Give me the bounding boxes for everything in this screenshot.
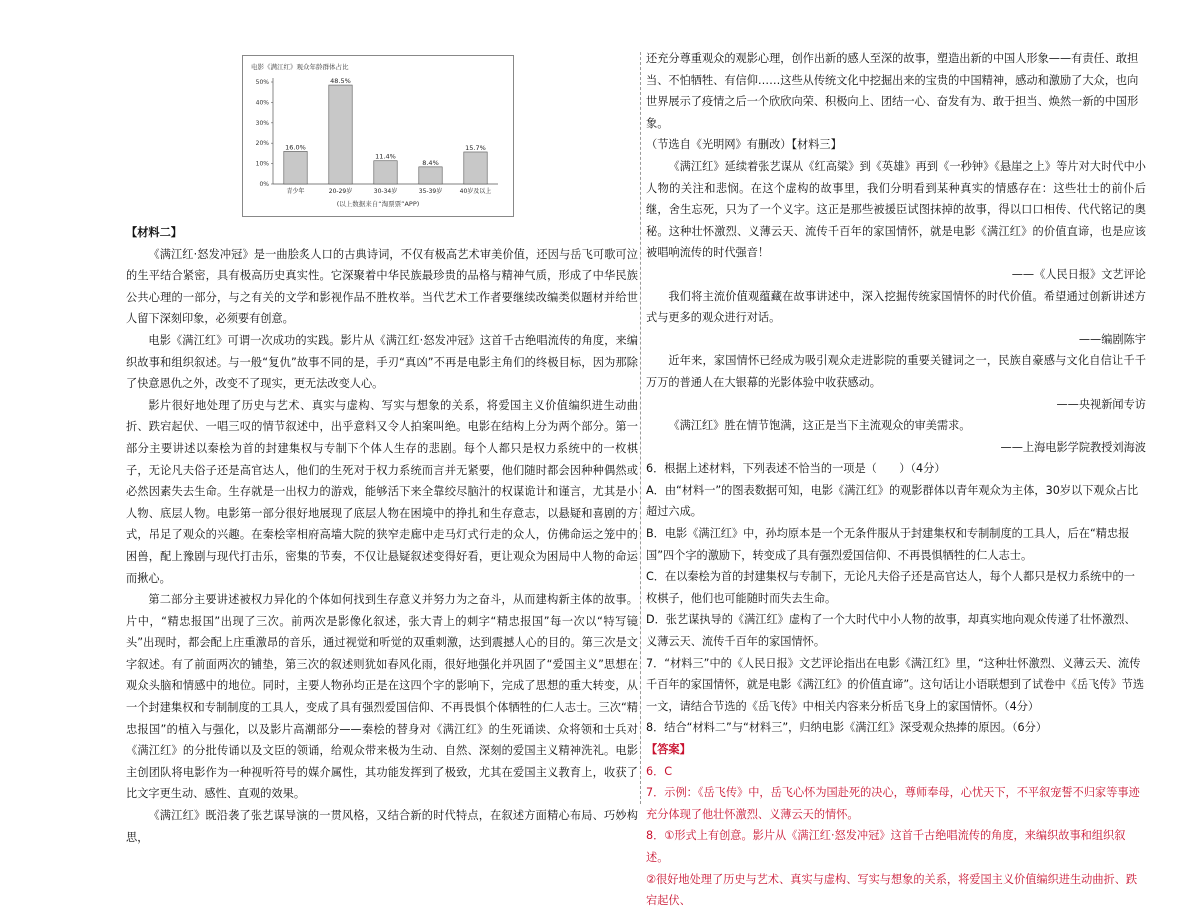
source-line: （节选自《光明网》有删改）【材料三】 — [646, 138, 842, 152]
chart-title: 电影《满江红》观众年龄群体占比 — [251, 63, 349, 71]
y-tick-label: 0% — [259, 181, 269, 188]
material3-attribution-1: ——《人民日报》文艺评论 — [1011, 267, 1146, 281]
left-column — [126, 222, 638, 848]
x-tick-label: 35-39岁 — [418, 188, 443, 195]
chart-source-note: (以上数据来自“淘票票”APP) — [336, 200, 420, 208]
question-8: 8．结合“材料二”与“材料三”，归纳电影《满江红》深受观众热捧的原因。（6分） — [646, 721, 1048, 735]
left-paragraph-2: 电影《满江红》可谓一次成功的实践。影片从《满江红·怒发冲冠》这首千古绝唱流传的角度，来编织故事和组织叙述。与一般“复仇”故事不同的是，手刃“真凶”不再是电影主角们的终极目标，因为那除了快意恩仇之外，改变不了现实，更无法改变人心。 — [126, 333, 638, 391]
material2-title: 【材料二】 — [126, 226, 182, 239]
bar-chart-svg — [243, 56, 513, 216]
left-paragraph-1: 《满江红·怒发冲冠》是一曲脍炙人口的古典诗词，不仅有极高艺术审美价值，还因与岳飞可歌可泣的生平结合紧密，具有极高历史真实性。它深聚着中华民族最珍贵的品格与精神气质，形成了中华民族公共心理的一部分，与之有关的文学和影视作品不胜枚举。当代艺术工作者要继续改编类似题材并给世人留下深刻印象，必须要有创意。 — [126, 247, 638, 326]
question-6-option-b: B．电影《满江红》中，孙均原本是一个无条件服从于封建集权和专制制度的工具人，后在“精忠报国”四个字的激励下，转变成了具有强烈爱国信仰、不再畏惧牺牲的仁人志士。 — [646, 527, 1130, 562]
right-column — [646, 48, 1146, 912]
material3-attribution-2: ——编剧陈宇 — [1078, 332, 1146, 346]
question-6: 6．根据上述材料，下列表述不恰当的一项是（ ）（4分） — [646, 462, 946, 476]
bar — [329, 85, 352, 184]
x-tick-label: 40岁及以上 — [459, 188, 492, 195]
answer-8-part-1: 8．①形式上有创意。影片从《满江红·怒发冲冠》这首千古绝唱流传的角度，来编织故事和组织叙述。 — [646, 829, 1126, 864]
left-paragraph-3: 影片很好地处理了历史与艺术、真实与虚构、写实与想象的关系，将爱国主义价值编织进生动曲折、跌宕起伏、一唱三叹的情节叙述中，出乎意料又令人拍案叫绝。电影在结构上分为两个部分。第一部分主要讲述以秦桧为首的封建集权与专制下个体人生存的悲剧。每个人都只是权力系统中的一枚棋子，无论凡夫俗子还是高官达人，他们的生死对于权力系统而言并无紧要，他们随时都会因种种偶然或必然因素失去生命。生存就是一出权力的游戏，能够活下来全靠绞尽脑汁的权谋诡计和谨言，尤其是小人物、底层人物。电影第一部分很好地展现了底层人物在困境中的挣扎和生存意志，以悬疑和喜剧的方式，吊足了观众的兴趣。在秦桧宰相府高墙大院的狭窄走廊中走马灯式行走的众人，仿佛命运之笼中的困兽，配上豫剧与现代打击乐，密集的节奏，不仅让悬疑叙述变得好看，更让观众为困局中人物的命运而揪心。 — [126, 398, 638, 585]
bar-value-label: 16.0% — [285, 143, 306, 152]
y-tick-label: 50% — [255, 79, 269, 86]
question-7: 7．“材料三”中的《人民日报》文艺评论指出在电影《满江红》里，“这种壮怀激烈、义薄云天、流传千百年的家国情怀，就是电影《满江红》的价值直谛”。这句话让小语联想到了试卷中《岳飞传》节选一文，请结合节选的《岳飞传》中相关内容来分析岳飞身上的家国情怀。（4分） — [646, 656, 1145, 713]
material3-attribution-4: ——上海电影学院教授刘海波 — [1000, 440, 1146, 454]
answer-label: 【答案】 — [646, 743, 691, 756]
y-tick-label: 30% — [255, 119, 269, 127]
bar-value-label: 48.5% — [330, 77, 351, 86]
x-tick-label: 青少年 — [286, 188, 305, 195]
bar-value-label: 8.4% — [422, 158, 439, 167]
answer-8-part-2: ②很好地处理了历史与艺术、真实与虚构、写实与想象的关系，将爱国主义价值编织进生动曲折、跌宕起伏、 — [646, 872, 1138, 908]
left-paragraph-5: 《满江红》既沿袭了张艺谋导演的一贯风格，又结合新的时代特点，在叙述方面精心布局、巧妙构思， — [126, 809, 638, 844]
column-divider — [640, 52, 641, 804]
x-tick-label: 20-29岁 — [328, 188, 353, 195]
bar-value-label: 15.7% — [465, 143, 486, 152]
bar-value-label: 11.4% — [375, 152, 396, 161]
age-group-chart — [242, 55, 514, 217]
material3-attribution-3: ——央视新闻专访 — [1056, 397, 1146, 411]
material3-paragraph-3: 近年来，家国情怀已经成为吸引观众走进影院的重要关键词之一，民族自豪感与文化自信让千千万万的普通人在大银幕的光影体验中收获感动。 — [646, 354, 1146, 389]
y-tick-label: 40% — [255, 99, 269, 107]
question-6-option-d: D．张艺谋执导的《满江红》虚构了一个大时代中小人物的故事，却真实地向观众传递了壮怀激烈、义薄云天、流传千百年的家国情怀。 — [646, 613, 1136, 649]
continued-paragraph: 还充分尊重观众的观影心理，创作出新的感人至深的故事，塑造出新的中国人形象——有责任、敢担当、不怕牺牲、有信仰……这些从传统文化中挖掘出来的宝贵的中国精神，感动和激励了大众，也向世界展示了疫情之后一个欣欣向荣、积极向上、团结一心、奋发有为、敢于担当、焕然一新的中国形象。 — [646, 52, 1139, 130]
answer-7: 7．示例：《岳飞传》中，岳飞心怀为国赴死的决心，尊师奉母，心忧天下，不平叙宠誓不归家等事迹充分体现了他壮怀激烈、义薄云天的情怀。 — [646, 786, 1140, 821]
bar — [419, 167, 442, 184]
material3-paragraph-1: 《满江红》延续着张艺谋从《红高粱》到《英雄》再到《一秒钟》《悬崖之上》等片对大时代中小人物的关注和悲悯。在这个虚构的故事里，我们分明看到某种真实的情感存在：这些壮士的前仆后继，舍生忘死，只为了一个义字。这正是那些被援臣试图抹掉的故事，得以口口相传、代代铭记的奥秘。这种壮怀激烈、义薄云天、流传千百年的家国情怀，就是电影《满江红》的价值直谛，也是应该被唱响流传的时代强音！ — [646, 159, 1146, 260]
question-6-option-a: A．由“材料一”的图表数据可知，电影《满江红》的观影群体以青年观众为主体，30岁以下观众占比超过六成。 — [646, 483, 1139, 519]
bar — [284, 151, 307, 184]
y-tick-label: 10% — [255, 160, 269, 168]
y-tick-label: 20% — [255, 140, 269, 148]
question-6-option-c: C．在以秦桧为首的封建集权与专制下，无论凡夫俗子还是高官达人，每个人都只是权力系统中的一枚棋子，他们也可能随时而失去生命。 — [646, 570, 1135, 605]
bar — [374, 161, 397, 184]
answer-6: 6．C — [646, 764, 673, 778]
x-tick-label: 30-34岁 — [373, 188, 398, 195]
left-paragraph-4: 第二部分主要讲述被权力异化的个体如何找到生存意义并努力为之奋斗，从而建构新主体的故事。片中，“精忠报国”出现了三次。前两次是影像化叙述，张大青上的刺字“精忠报国”每一次以“特写镜头”出现时，都会配上庄重激昂的音乐，通过视觉和听觉的双重刺激，达到震撼人心的目的。第三次是文字叙述。有了前面两次的铺垫，第三次的叙述则犹如春风化雨，很好地强化并巩固了“爱国主义”思想在观众头脑和情感中的地位。同时，主要人物孙均正是在这四个字的影响下，完成了思想的重大转变，从一个封建集权和专制制度的工具人，变成了具有强烈爱国信仰、不再畏惧个体牺牲的仁人志士。三次“精忠报国”的植入与强化，以及影片高潮部分——秦桧的替身对《满江红》的生死诵读、众将领和士兵对《满江红》的分批传诵以及文臣的领诵，给观众带来极为生动、自然、深刻的爱国主义精神洗礼。电影主创团队将电影作为一种视听符号的媒介属性，其功能发挥到了极致，尤其在爱国主义教育上，收获了比文字更生动、感性、直观的效果。 — [126, 593, 638, 801]
bar — [464, 152, 487, 184]
material3-paragraph-2: 我们将主流价值观蕴藏在故事讲述中，深入挖掘传统家国情怀的时代价值。希望通过创新讲述方式与更多的观众进行对话。 — [646, 289, 1146, 325]
material3-paragraph-4: 《满江红》胜在情节饱满，这正是当下主流观众的审美需求。 — [668, 419, 971, 433]
